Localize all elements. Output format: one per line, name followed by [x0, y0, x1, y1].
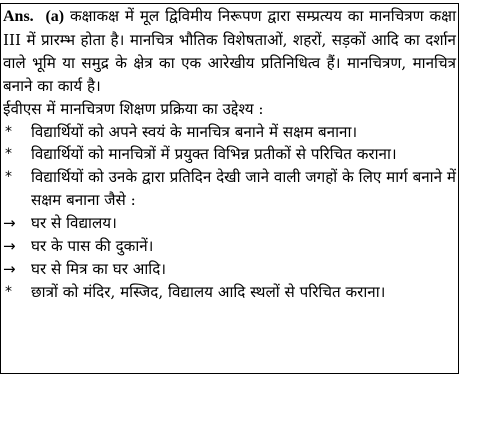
asterisk-bullet-icon: * — [5, 146, 12, 163]
part-label: (a) — [45, 8, 65, 25]
list-item-text: विद्यार्थियों को उनके द्वारा प्रतिदिन देखी जाने वाली जगहों के लिए मार्ग बनाने में सक्षम बनाना जैसे : — [31, 168, 456, 210]
list-item — [3, 143, 456, 166]
asterisk-bullet-icon: * — [5, 169, 12, 186]
list-item-text: विद्यार्थियों को अपने स्वयं के मानचित्र बनाने में सक्षम बनाना। — [31, 122, 358, 141]
list-item — [3, 166, 456, 212]
list-item-text: घर से विद्यालय। — [31, 214, 117, 233]
list-item — [3, 235, 456, 258]
paragraph-text: कक्षाकक्ष में मूल द्विविमीय निरूपण द्वारा सम्प्रत्यय का मानचित्रण कक्षा III में प्रारम्भ होता है। मानचित्र भौतिक विशेषताओं, शहरों, सड़कों आदि का दर्शान वाले भूमि या समुद्र के क्षेत्र का एक आरेखीय प्रतिनिधित्व हैं। मानचित्रण, मानचित्र बनाने का कार्य है। — [3, 7, 457, 95]
asterisk-bullet-icon: * — [5, 283, 12, 300]
answer-box — [0, 3, 459, 374]
arrow-bullet-icon: → — [3, 259, 16, 278]
list-item-text: छात्रों को मंदिर, मस्जिद, विद्यालय आदि स्थलों से परिचित कराना। — [31, 282, 386, 301]
list-item — [3, 281, 456, 304]
list-item-text: घर के पास की दुकानें। — [31, 237, 154, 256]
arrow-bullet-icon: → — [3, 237, 16, 256]
list-item — [3, 121, 456, 144]
list-item — [3, 258, 456, 281]
list-item — [3, 212, 456, 235]
ans-label: Ans. — [3, 8, 34, 25]
list-item-text: घर से मित्र का घर आदि। — [31, 259, 167, 278]
asterisk-bullet-icon: * — [5, 123, 12, 140]
arrow-bullet-icon: → — [3, 214, 16, 233]
objectives-intro: ईवीएस में मानचित्रण शिक्षण प्रक्रिया का उद्देश्य : — [3, 99, 264, 118]
answer-paragraph — [3, 5, 456, 98]
list-item-text: विद्यार्थियों को मानचित्रों में प्रयुक्त विभिन्न प्रतीकों से परिचित कराना। — [31, 145, 397, 164]
